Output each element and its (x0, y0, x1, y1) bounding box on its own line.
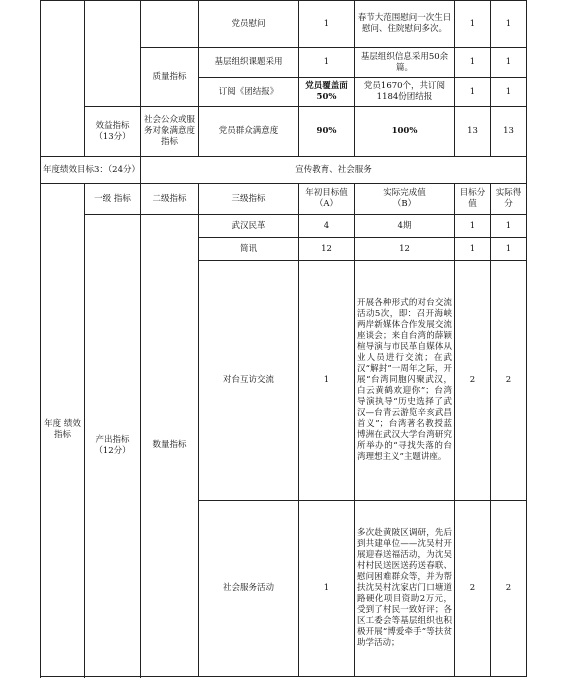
actual-score-cell: 1 (491, 48, 527, 78)
header-target-score: 目标分值 (455, 184, 491, 215)
target-score-cell: 1 (455, 215, 491, 238)
initial-value-cell: 1 (299, 48, 355, 78)
target-score-cell: 1 (455, 48, 491, 78)
performance-table (40, 0, 527, 677)
output-indicator-cell: 产出指标（12分） (85, 215, 141, 677)
level3-cell: 对台互访交流 (199, 261, 299, 501)
initial-value-cell: 12 (299, 238, 355, 261)
header-actual-score: 实际得分 (491, 184, 527, 215)
initial-value-cell: 90% (299, 107, 355, 157)
level3-cell: 简讯 (199, 238, 299, 261)
quantity-indicator-cell: 数量指标 (141, 215, 199, 677)
table-row (41, 107, 527, 157)
completion-cell: 基层组织信息采用50余篇。 (355, 48, 455, 78)
header-level1: 一级 指标 (85, 184, 141, 215)
header-level2: 二级指标 (141, 184, 199, 215)
level3-cell: 社会服务活动 (199, 501, 299, 677)
initial-value-cell: 1 (299, 501, 355, 677)
completion-cell: 开展各种形式的对台交流活动5次，即：召开海峡两岸新媒体合作发展交流座谈会；来自台湾的薛颖楦导演与市民革自媒体从业人员进行交流；在武汉“解封”一周年之际，开展“台湾同胞闪聚武汉，白云黄鹤欢迎你”；台湾导演执导“历史选择了武汉—台青云游览辛亥武昌首义”；台湾著名教授蓝博洲在武汉大学台湾研究所举办的“寻找失落的台湾理想主义”主题讲座。 (355, 261, 455, 501)
target-score-cell: 2 (455, 261, 491, 501)
header-level3: 三级指标 (199, 184, 299, 215)
actual-score-cell: 1 (491, 78, 527, 107)
table-row (41, 1, 527, 48)
target-score-cell: 1 (455, 1, 491, 48)
blank-cell (85, 1, 141, 107)
completion-cell: 春节大范围慰问一次生日慰问、住院慰问多次。 (355, 1, 455, 48)
actual-score-cell: 1 (491, 1, 527, 48)
actual-score-cell: 2 (491, 261, 527, 501)
satisfaction-indicator-cell: 社会公众或服务对象满意度指标 (141, 107, 199, 157)
header-actual-completion-label: 实际完成值 (383, 188, 426, 198)
completion-cell: 100% (355, 107, 455, 157)
header-initial-value-label: 年初目标值 (305, 188, 348, 198)
level3-cell: 党员慰问 (199, 1, 299, 48)
target-score-cell: 13 (455, 107, 491, 157)
completion-cell: 4期 (355, 215, 455, 238)
level3-cell: 武汉民革 (199, 215, 299, 238)
completion-cell: 12 (355, 238, 455, 261)
initial-value-cell: 1 (299, 261, 355, 501)
level3-cell: 基层组织课题采用 (199, 48, 299, 78)
header-actual-completion (355, 184, 455, 215)
completion-cell: 党员1670个，共订阅1184份团结报 (355, 78, 455, 107)
target-score-cell: 1 (455, 78, 491, 107)
level3-cell: 订阅《团结报》 (199, 78, 299, 107)
quality-indicator-cell: 质量指标 (141, 48, 199, 107)
header-actual-completion-sub: （B） (392, 199, 417, 209)
header-row (41, 184, 527, 215)
blank-cell (141, 1, 199, 48)
target-score-cell: 1 (455, 238, 491, 261)
blank-cell (41, 1, 85, 157)
header-initial-value (299, 184, 355, 215)
goal3-content: 宣传教育、社会服务 (141, 157, 527, 184)
target-score-cell: 2 (455, 501, 491, 677)
goal3-label: 年度绩效目标3：（24分） (41, 157, 141, 184)
goal-row (41, 157, 527, 184)
initial-value-cell: 4 (299, 215, 355, 238)
table-row (41, 215, 527, 238)
initial-value-cell: 党员覆盖面50% (299, 78, 355, 107)
actual-score-cell: 2 (491, 501, 527, 677)
level3-cell: 党员群众满意度 (199, 107, 299, 157)
actual-score-cell: 1 (491, 238, 527, 261)
annual-goal-cell: 年度 绩效指标 (41, 184, 85, 677)
actual-score-cell: 13 (491, 107, 527, 157)
initial-value-cell: 1 (299, 1, 355, 48)
header-initial-value-sub: （A） (314, 199, 339, 209)
benefit-indicator-cell: 效益指标（13分） (85, 107, 141, 157)
completion-cell: 多次赴黄陂区调研，先后到共建单位——沈吴村开展迎春送福活动，为沈吴村村民送医送药送春联、慰问困难群众等，并为帮扶沈吴村沈家店门口塘道路硬化项目资助2万元，受到了村民一致好评；各区工委会等基层组织也积极开展“博爱牵手”等扶贫助学活动； (355, 501, 455, 677)
actual-score-cell: 1 (491, 215, 527, 238)
